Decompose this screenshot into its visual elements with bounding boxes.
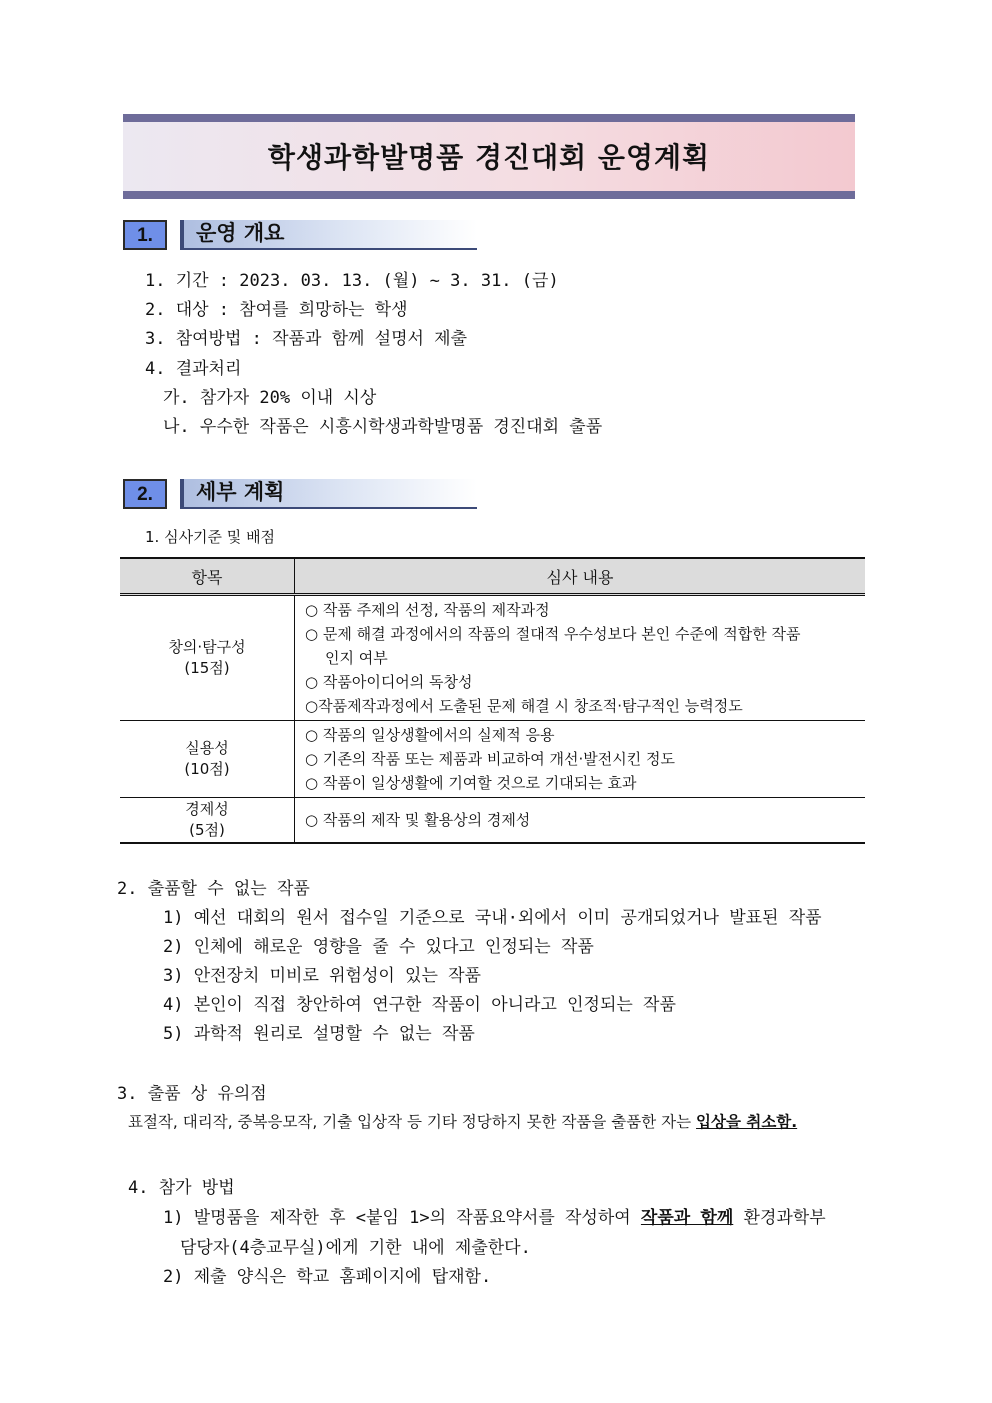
criteria-table (120, 557, 865, 844)
section1-item-period: 1. 기간 : 2023. 03. 13. (월) ~ 3. 31. (금) (145, 271, 559, 291)
participation-item-text-post: 환경과학부 (733, 1208, 826, 1228)
section2-number: 2. (123, 479, 167, 509)
ineligible-title: 2. 출품할 수 없는 작품 (117, 879, 310, 899)
ineligible-item: 4) 본인이 직접 창안하여 연구한 작품이 아니라고 인정되는 작품 (163, 995, 676, 1015)
participation-item-continuation: 담당자(4층교무실)에게 기한 내에 제출한다. (180, 1238, 531, 1258)
table-header-row (120, 558, 865, 595)
caution-text-main: 표절작, 대리작, 중복응모작, 기출 입상작 등 기타 정당하지 못한 작품을 출품한 자는 (128, 1113, 697, 1131)
category-cell (120, 798, 295, 844)
participation-item: 2) 제출 양식은 학교 홈페이지에 탑재함. (163, 1267, 492, 1287)
section2-title: 세부 계획 (180, 479, 477, 509)
criteria-item: ○ 기존의 작품 또는 제품과 비교하여 개선·발전시킨 정도 (305, 750, 676, 768)
participation-emphasis: 작품과 함께 (640, 1208, 734, 1228)
criteria-item: ○ 작품이 일상생활에 기여할 것으로 기대되는 효과 (305, 774, 637, 792)
category-name: 창의·탐구성 (168, 638, 246, 656)
caution-emphasis: 입상을 취소함. (696, 1113, 798, 1131)
criteria-item-continuation: 인지 여부 (325, 649, 388, 667)
content-cell (295, 721, 866, 798)
criteria-subtitle: 1. 심사기준 및 배점 (145, 528, 276, 546)
category-score: (10점) (184, 760, 230, 778)
caution-title: 3. 출품 상 유의점 (117, 1084, 267, 1104)
section1-number: 1. (123, 220, 167, 250)
criteria-item: ○ 작품 주제의 선정, 작품의 제작과정 (305, 601, 550, 619)
criteria-item: ○ 작품아이디어의 독창성 (305, 673, 473, 691)
ineligible-item: 5) 과학적 원리로 설명할 수 없는 작품 (163, 1024, 475, 1044)
category-cell (120, 595, 295, 721)
section1-item-result: 4. 결과처리 (145, 359, 242, 379)
category-cell (120, 721, 295, 798)
caution-text (128, 1110, 797, 1132)
section1-subitem-entry: 나. 우수한 작품은 시흥시학생과학발명품 경진대회 출품 (163, 417, 603, 437)
ineligible-item: 2) 인체에 해로운 영향을 줄 수 있다고 인정되는 작품 (163, 937, 594, 957)
section1-item-method: 3. 참여방법 : 작품과 함께 설명서 제출 (145, 329, 468, 349)
criteria-item: ○ 문제 해결 과정에서의 작품의 절대적 우수성보다 본인 수준에 적합한 작품 (305, 625, 801, 643)
section1-title: 운영 개요 (180, 220, 477, 250)
ineligible-item: 3) 안전장치 미비로 위험성이 있는 작품 (163, 966, 481, 986)
criteria-item: ○작품제작과정에서 도출된 문제 해결 시 창조적·탐구적인 능력정도 (305, 697, 743, 715)
content-cell (295, 595, 866, 721)
table-header-category: 항목 (120, 558, 295, 595)
category-name: 경제성 (185, 800, 229, 818)
table-row (120, 721, 865, 798)
page-title: 학생과학발명품 경진대회 운영계획 (267, 141, 711, 174)
banner-bottom-bar (123, 191, 855, 199)
banner-top-bar (123, 114, 855, 122)
content-cell (295, 798, 866, 844)
title-banner (123, 114, 855, 199)
criteria-item: ○ 작품의 일상생활에서의 실제적 응용 (305, 726, 555, 744)
criteria-item: ○ 작품의 제작 및 활용상의 경제성 (305, 811, 531, 829)
table-row (120, 595, 865, 721)
participation-title: 4. 참가 방법 (128, 1178, 235, 1198)
category-name: 실용성 (185, 739, 229, 757)
category-score: (15점) (184, 659, 230, 677)
section1-subitem-award: 가. 참가자 20% 이내 시상 (163, 388, 377, 408)
table-header-content: 심사 내용 (295, 558, 866, 595)
section1-item-target: 2. 대상 : 참여를 희망하는 학생 (145, 300, 408, 320)
table-row (120, 798, 865, 844)
participation-item (163, 1203, 826, 1228)
ineligible-item: 1) 예선 대회의 원서 접수일 기준으로 국내·외에서 이미 공개되었거나 발표된 작품 (163, 908, 822, 928)
participation-item-text: 1) 발명품을 제작한 후 <붙임 1>의 작품요약서를 작성하여 (163, 1208, 641, 1228)
category-score: (5점) (189, 821, 225, 839)
